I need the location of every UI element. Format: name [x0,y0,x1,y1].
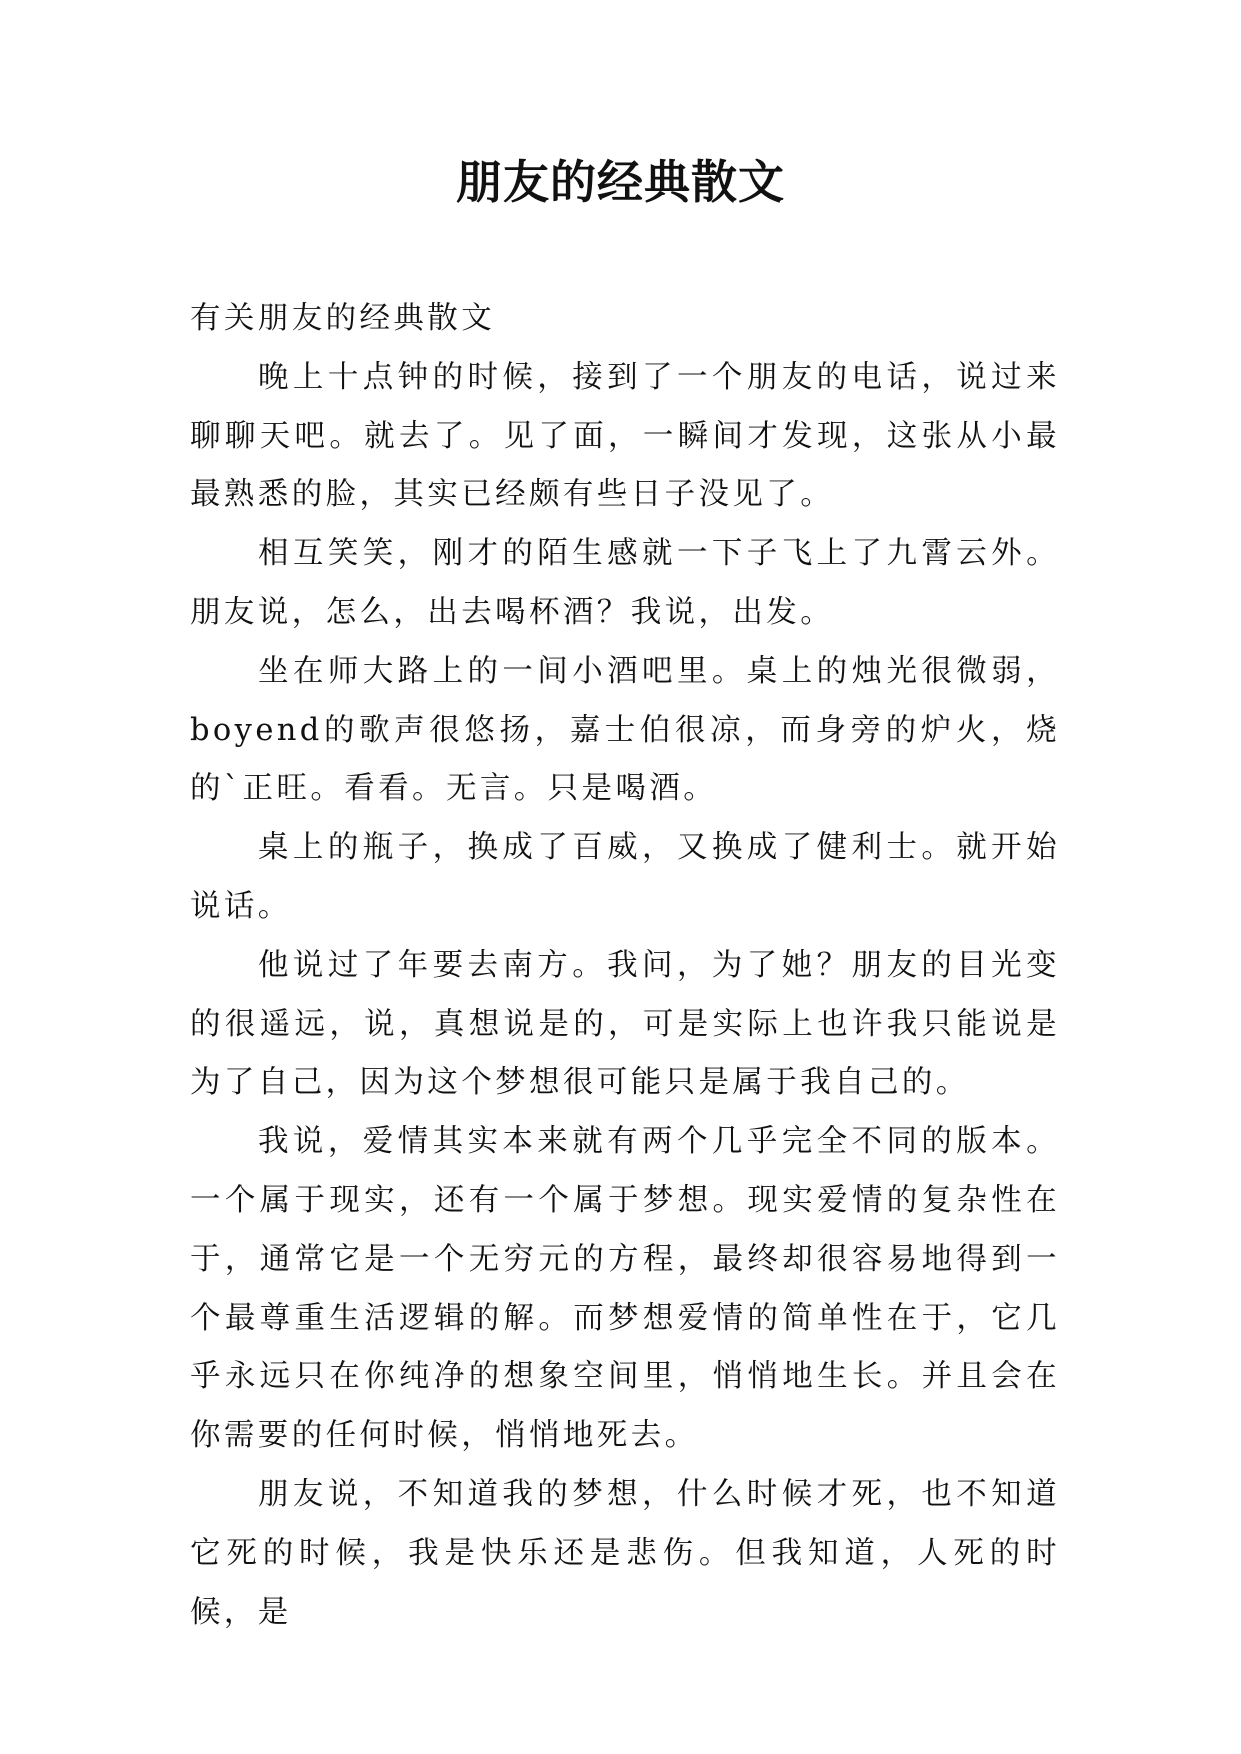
paragraph: 相互笑笑，刚才的陌生感就一下子飞上了九霄云外。朋友说，怎么，出去喝杯酒？我说，出发。 [190,536,1060,630]
paragraph: 我说，爱情其实本来就有两个几乎完全不同的版本。一个属于现实，还有一个属于梦想。现实爱情的复杂性在于，通常它是一个无穷元的方程，最终却很容易地得到一个最尊重生活逻辑的解。而梦想爱情的简单性在于，它几乎永远只在你纯净的想象空间里，悄悄地生长。并且会在你需要的任何时候，悄悄地死去。 [190,1124,1060,1454]
paragraph: 朋友说，不知道我的梦想，什么时候才死，也不知道它死的时候，我是快乐还是悲伤。但我知道，人死的时候，是 [190,1476,1060,1630]
paragraph: 晚上十点钟的时候，接到了一个朋友的电话，说过来聊聊天吧。就去了。见了面，一瞬间才发现，这张从小最最熟悉的脸，其实已经颇有些日子没见了。 [190,359,1060,513]
paragraph: 坐在师大路上的一间小酒吧里。桌上的烛光很微弱，boyend的歌声很悠扬，嘉士伯很凉，而身旁的炉火，烧的`正旺。看看。无言。只是喝酒。 [190,653,1060,807]
paragraph: 桌上的瓶子，换成了百威，又换成了健利士。就开始说话。 [190,830,1060,924]
document-title: 朋友的经典散文 [456,155,785,209]
paragraph: 他说过了年要去南方。我问，为了她？朋友的目光变的很遥远，说，真想说是的，可是实际上也许我只能说是为了自己，因为这个梦想很可能只是属于我自己的。 [190,947,1060,1101]
document-subtitle: 有关朋友的经典散文 [190,301,496,336]
document-body [190,290,1060,1642]
